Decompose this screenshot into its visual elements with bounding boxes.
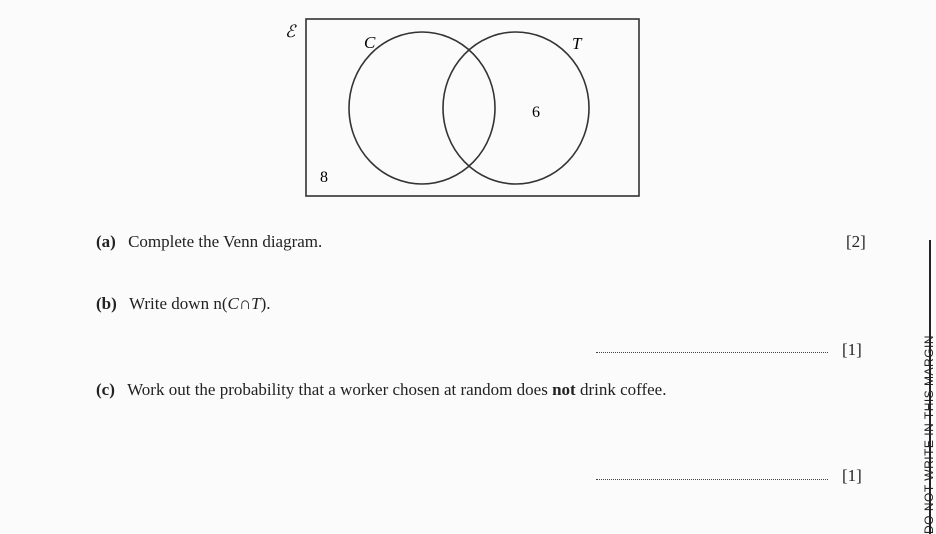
question-a-marks: [2]	[846, 232, 866, 251]
set-c-label: C	[364, 33, 376, 52]
outside-value: 8	[320, 169, 328, 186]
question-c	[96, 380, 666, 400]
set-t-label: T	[572, 34, 582, 53]
answer-line-c[interactable]	[596, 479, 828, 480]
question-b-text: Write down n(C∩T).	[129, 294, 271, 313]
question-b	[96, 294, 271, 314]
question-a-label: (a)	[96, 232, 116, 251]
question-c-text: Work out the probability that a worker chosen at random does not drink coffee.	[127, 380, 667, 399]
question-b-marks: [1]	[842, 340, 862, 359]
t-only-value: 6	[532, 104, 540, 121]
question-b-label: (b)	[96, 294, 117, 313]
answer-line-b[interactable]	[596, 352, 828, 353]
universal-set-symbol: ℰ	[285, 22, 296, 41]
question-a	[96, 232, 322, 252]
set-t-circle	[443, 32, 589, 184]
set-c-circle	[349, 32, 495, 184]
question-c-marks: [1]	[842, 466, 862, 485]
question-a-text: Complete the Venn diagram.	[128, 232, 323, 251]
question-c-label: (c)	[96, 380, 115, 399]
margin-warning: DO NOT WRITE IN THIS MARGIN	[922, 334, 936, 534]
